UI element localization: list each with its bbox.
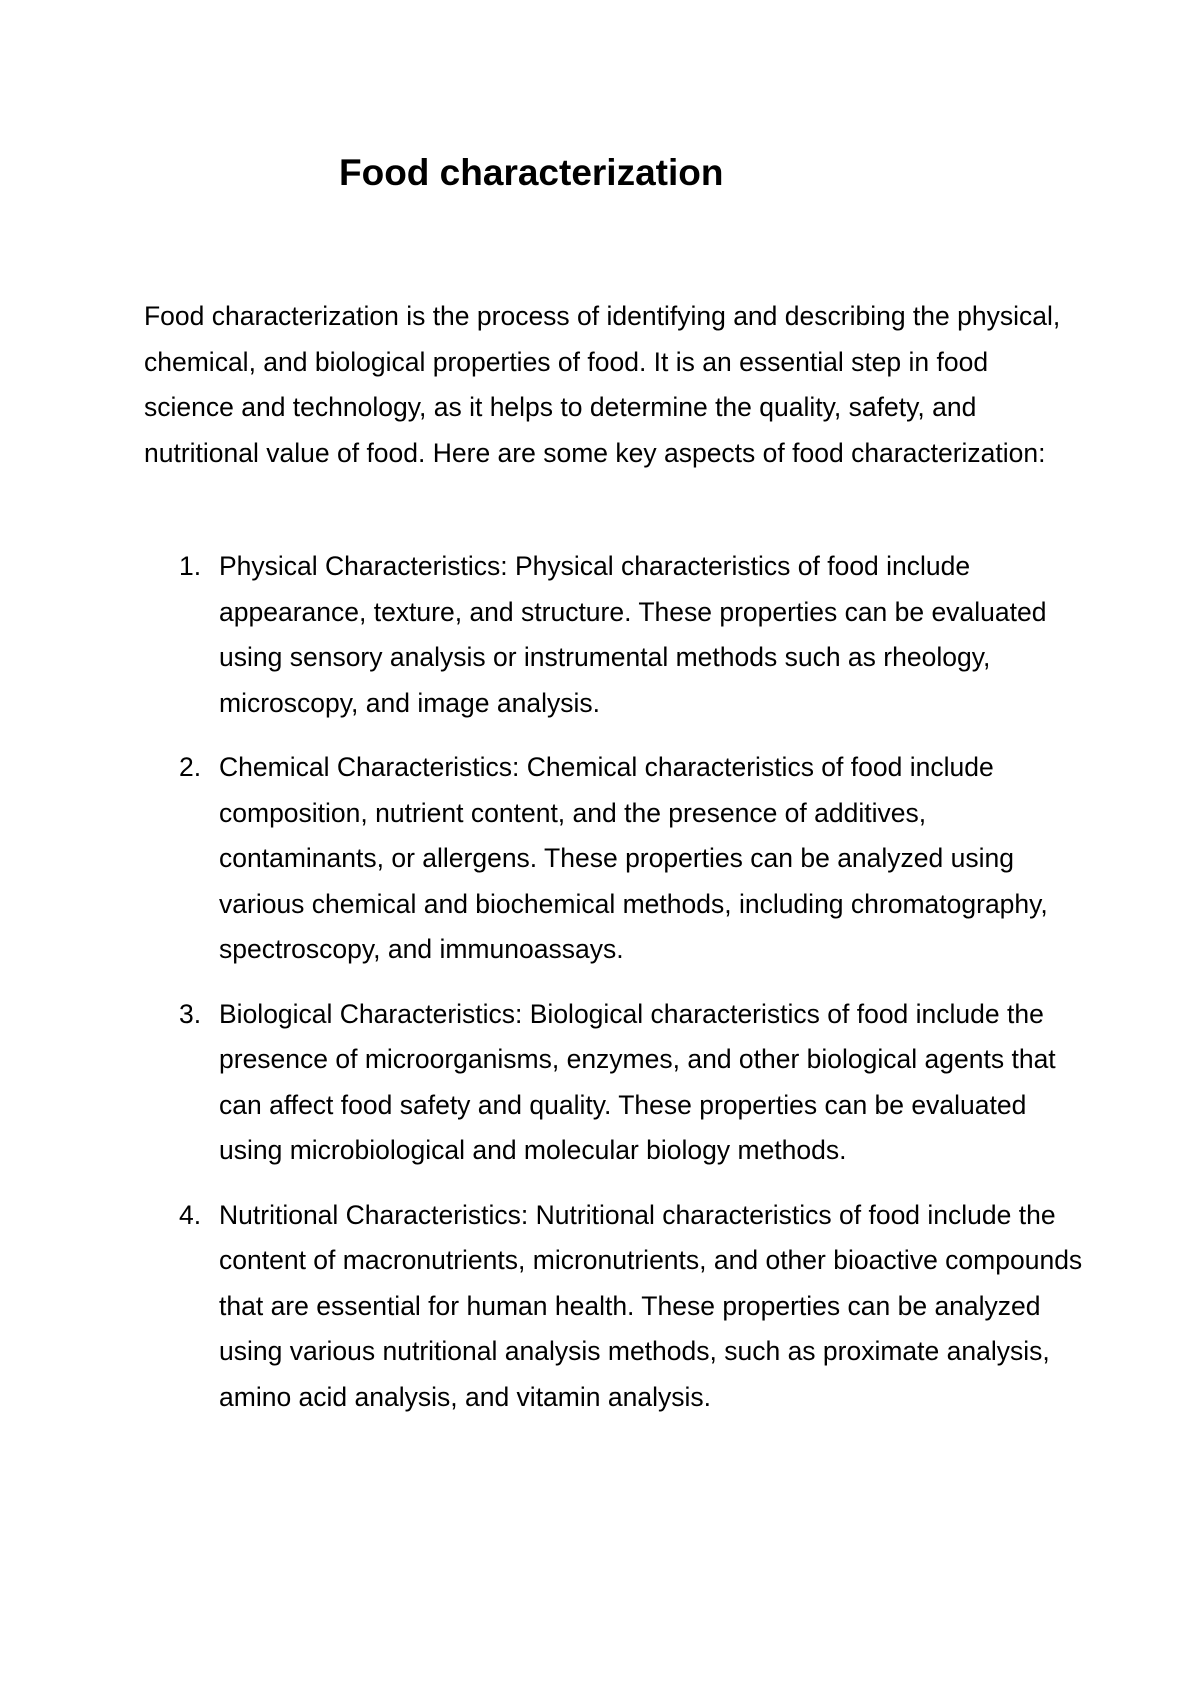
list-item-text: Physical Characteristics: Physical characteristics of food include appearance, texture, and structure. These properties can be evaluated using sensory analysis or instrumental methods such as rheology, microscopy, and image analysis. <box>219 551 1047 718</box>
list-item-text: Nutritional Characteristics: Nutritional characteristics of food include the content of macronutrients, micronutrients, and other bioactive compounds that are essential for human health. These properties can be analyzed using various nutritional analysis methods, such as proximate analysis, amino acid analysis, and vitamin analysis. <box>219 1199 1083 1412</box>
list-item-number: 1. <box>179 551 202 581</box>
list-item-chemical <box>144 745 1084 973</box>
list-item-nutritional <box>144 1193 1084 1421</box>
characteristics-list <box>144 544 1084 1439</box>
list-item-number: 3. <box>179 998 202 1029</box>
list-item-biological <box>144 992 1084 1174</box>
document-title: Food characterization <box>339 152 724 193</box>
list-item-text: Biological Characteristics: Biological characteristics of food include the presence of microorganisms, enzymes, and other biological agents that can affect food safety and quality. These properties can be evaluated using microbiological and molecular biology methods. <box>219 998 1056 1165</box>
list-item-number: 4. <box>179 1199 202 1230</box>
list-item-text: Chemical Characteristics: Chemical characteristics of food include composition, nutrient content, and the presence of additives, contaminants, or allergens. These properties can be analyzed using various chemical and biochemical methods, including chromatography, spectroscopy, and immunoassays. <box>219 752 1048 964</box>
list-item-physical <box>144 544 1084 726</box>
intro-paragraph: Food characterization is the process of identifying and describing the physical, chemical, and biological properties of food. It is an essential step in food science and technology, as it helps to determine the quality, safety, and nutritional value of food. Here are some key aspects of food characterization: <box>144 301 1061 468</box>
list-item-number: 2. <box>179 752 202 782</box>
